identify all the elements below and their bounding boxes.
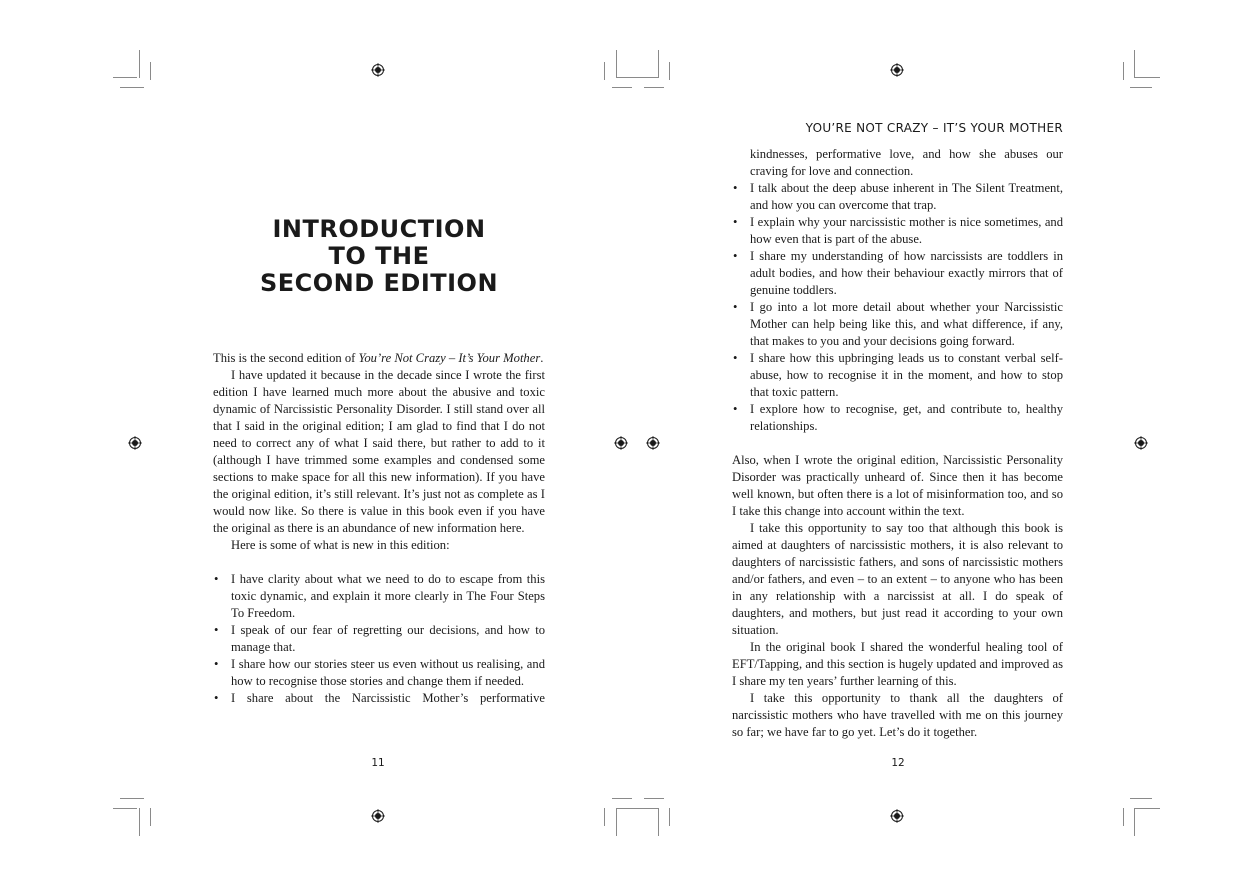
list-item: • I share how our stories steer us even without us realising, and how to recognise those stories and change them if needed. [213,656,545,690]
book-title: You’re Not Crazy – It’s Your Mother [358,351,541,365]
list-item: • I explain why your narcissistic mother is nice sometimes, and how even that is part of the abuse. [732,214,1063,248]
crop-mark [113,77,137,78]
registration-mark-icon [890,63,904,77]
crop-mark [616,77,658,78]
left-body-text [213,350,545,707]
crop-mark [1130,87,1152,88]
paragraph: Here is some of what is new in this edition: [231,538,450,552]
crop-mark [604,62,605,80]
crop-mark [616,808,617,836]
registration-mark-icon [890,809,904,823]
crop-mark [150,62,151,80]
right-body-text [732,146,1063,741]
title-line: TO THE [328,242,430,270]
crop-mark [644,798,664,799]
crop-mark [1123,62,1124,80]
page-number: 12 [891,757,905,769]
crop-mark [1123,808,1124,826]
registration-mark-icon [646,436,660,450]
crop-mark [120,798,144,799]
paragraph: Also, when I wrote the original edition, Narcissistic Personality Disorder was practically unheard of. Since then it has become well known, but often there is a lot of misinformation too, and so I take this change into account within the text. [732,453,1063,518]
crop-mark [616,50,617,78]
crop-mark [139,50,140,78]
paragraph: In the original book I shared the wonderful healing tool of EFT/Tapping, and this section is hugely updated and improved as I share my ten years’ further learning of this. [732,640,1063,688]
list-item-continuation: kindnesses, performative love, and how she abuses our craving for love and connection. [750,147,1063,178]
page-number: 11 [371,757,385,769]
crop-mark [1134,808,1135,836]
registration-mark-icon [1134,436,1148,450]
list-item: • I talk about the deep abuse inherent in The Silent Treatment, and how you can overcome that trap. [732,180,1063,214]
paragraph: I take this opportunity to thank all the daughters of narcissistic mothers who have travelled with me on this journey so far; we have far to go yet. Let’s do it together. [732,691,1063,739]
running-head: YOU’RE NOT CRAZY – IT’S YOUR MOTHER [805,121,1063,135]
new-features-list [213,571,545,707]
crop-mark [1134,50,1135,78]
crop-mark [1134,77,1160,78]
crop-mark [139,808,140,836]
registration-mark-icon [128,436,142,450]
crop-mark [616,808,658,809]
chapter-title [213,216,545,297]
crop-mark [604,808,605,826]
crop-mark [612,798,632,799]
crop-mark [150,808,151,826]
crop-mark [612,87,632,88]
registration-mark-icon [371,809,385,823]
list-item: • I explore how to recognise, get, and contribute to, healthy relationships. [732,401,1063,435]
title-line: INTRODUCTION [272,215,486,243]
intro-sentence [213,350,545,367]
registration-mark-icon [614,436,628,450]
crop-mark [644,87,664,88]
list-item: • I go into a lot more detail about whether your Narcissistic Mother can help being like this, and what difference, if any, that makes to you and your decisions going forward. [732,299,1063,350]
title-line: SECOND EDITION [259,269,499,297]
crop-mark [1130,798,1152,799]
list-item: • I speak of our fear of regretting our decisions, and how to manage that. [213,622,545,656]
paragraph: I have updated it because in the decade since I wrote the first edition I have learned much more about the abusive and toxic dynamic of Narcissistic Personality Disorder. I still stand over all that I said in the original edition; I am glad to find that I do not need to correct any of what I said there, but rather to add to it (although I have trimmed some examples and condensed some sections to make space for all this new information). If you have the original edition, it’s still relevant. It’s just not as complete as I would now like. So there is value in this book even if you have the original as there is an abundance of new information here. [213,368,545,535]
intro-prefix: This is the second edition of [213,351,359,365]
crop-mark [658,808,659,836]
list-item: • I share how this upbringing leads us to constant verbal self-abuse, how to recognise it in the moment, and how to stop that toxic pattern. [732,350,1063,401]
crop-mark [669,808,670,826]
crop-mark [120,87,144,88]
crop-mark [658,50,659,78]
list-item: • I share my understanding of how narcissists are toddlers in adult bodies, and how their behaviour exactly mirrors that of genuine toddlers. [732,248,1063,299]
list-item: • I share about the Narcissistic Mother’s performative [213,690,545,707]
paragraph: I take this opportunity to say too that although this book is aimed at daughters of narcissistic mothers, it is also relevant to daughters of narcissistic fathers, and sons of narcissistic mothers and/or fathers, and even – to an extent – to anyone who has been in any relationship with a narcissist at all. I do speak of daughters, and mothers, but just read it according to your own situation. [732,521,1063,637]
crop-mark [1134,808,1160,809]
registration-mark-icon [371,63,385,77]
intro-suffix: . [540,351,544,365]
crop-mark [669,62,670,80]
crop-mark [113,808,137,809]
list-item: • I have clarity about what we need to do to escape from this toxic dynamic, and explain it more clearly in The Four Steps To Freedom. [213,571,545,622]
new-features-list [732,180,1063,435]
